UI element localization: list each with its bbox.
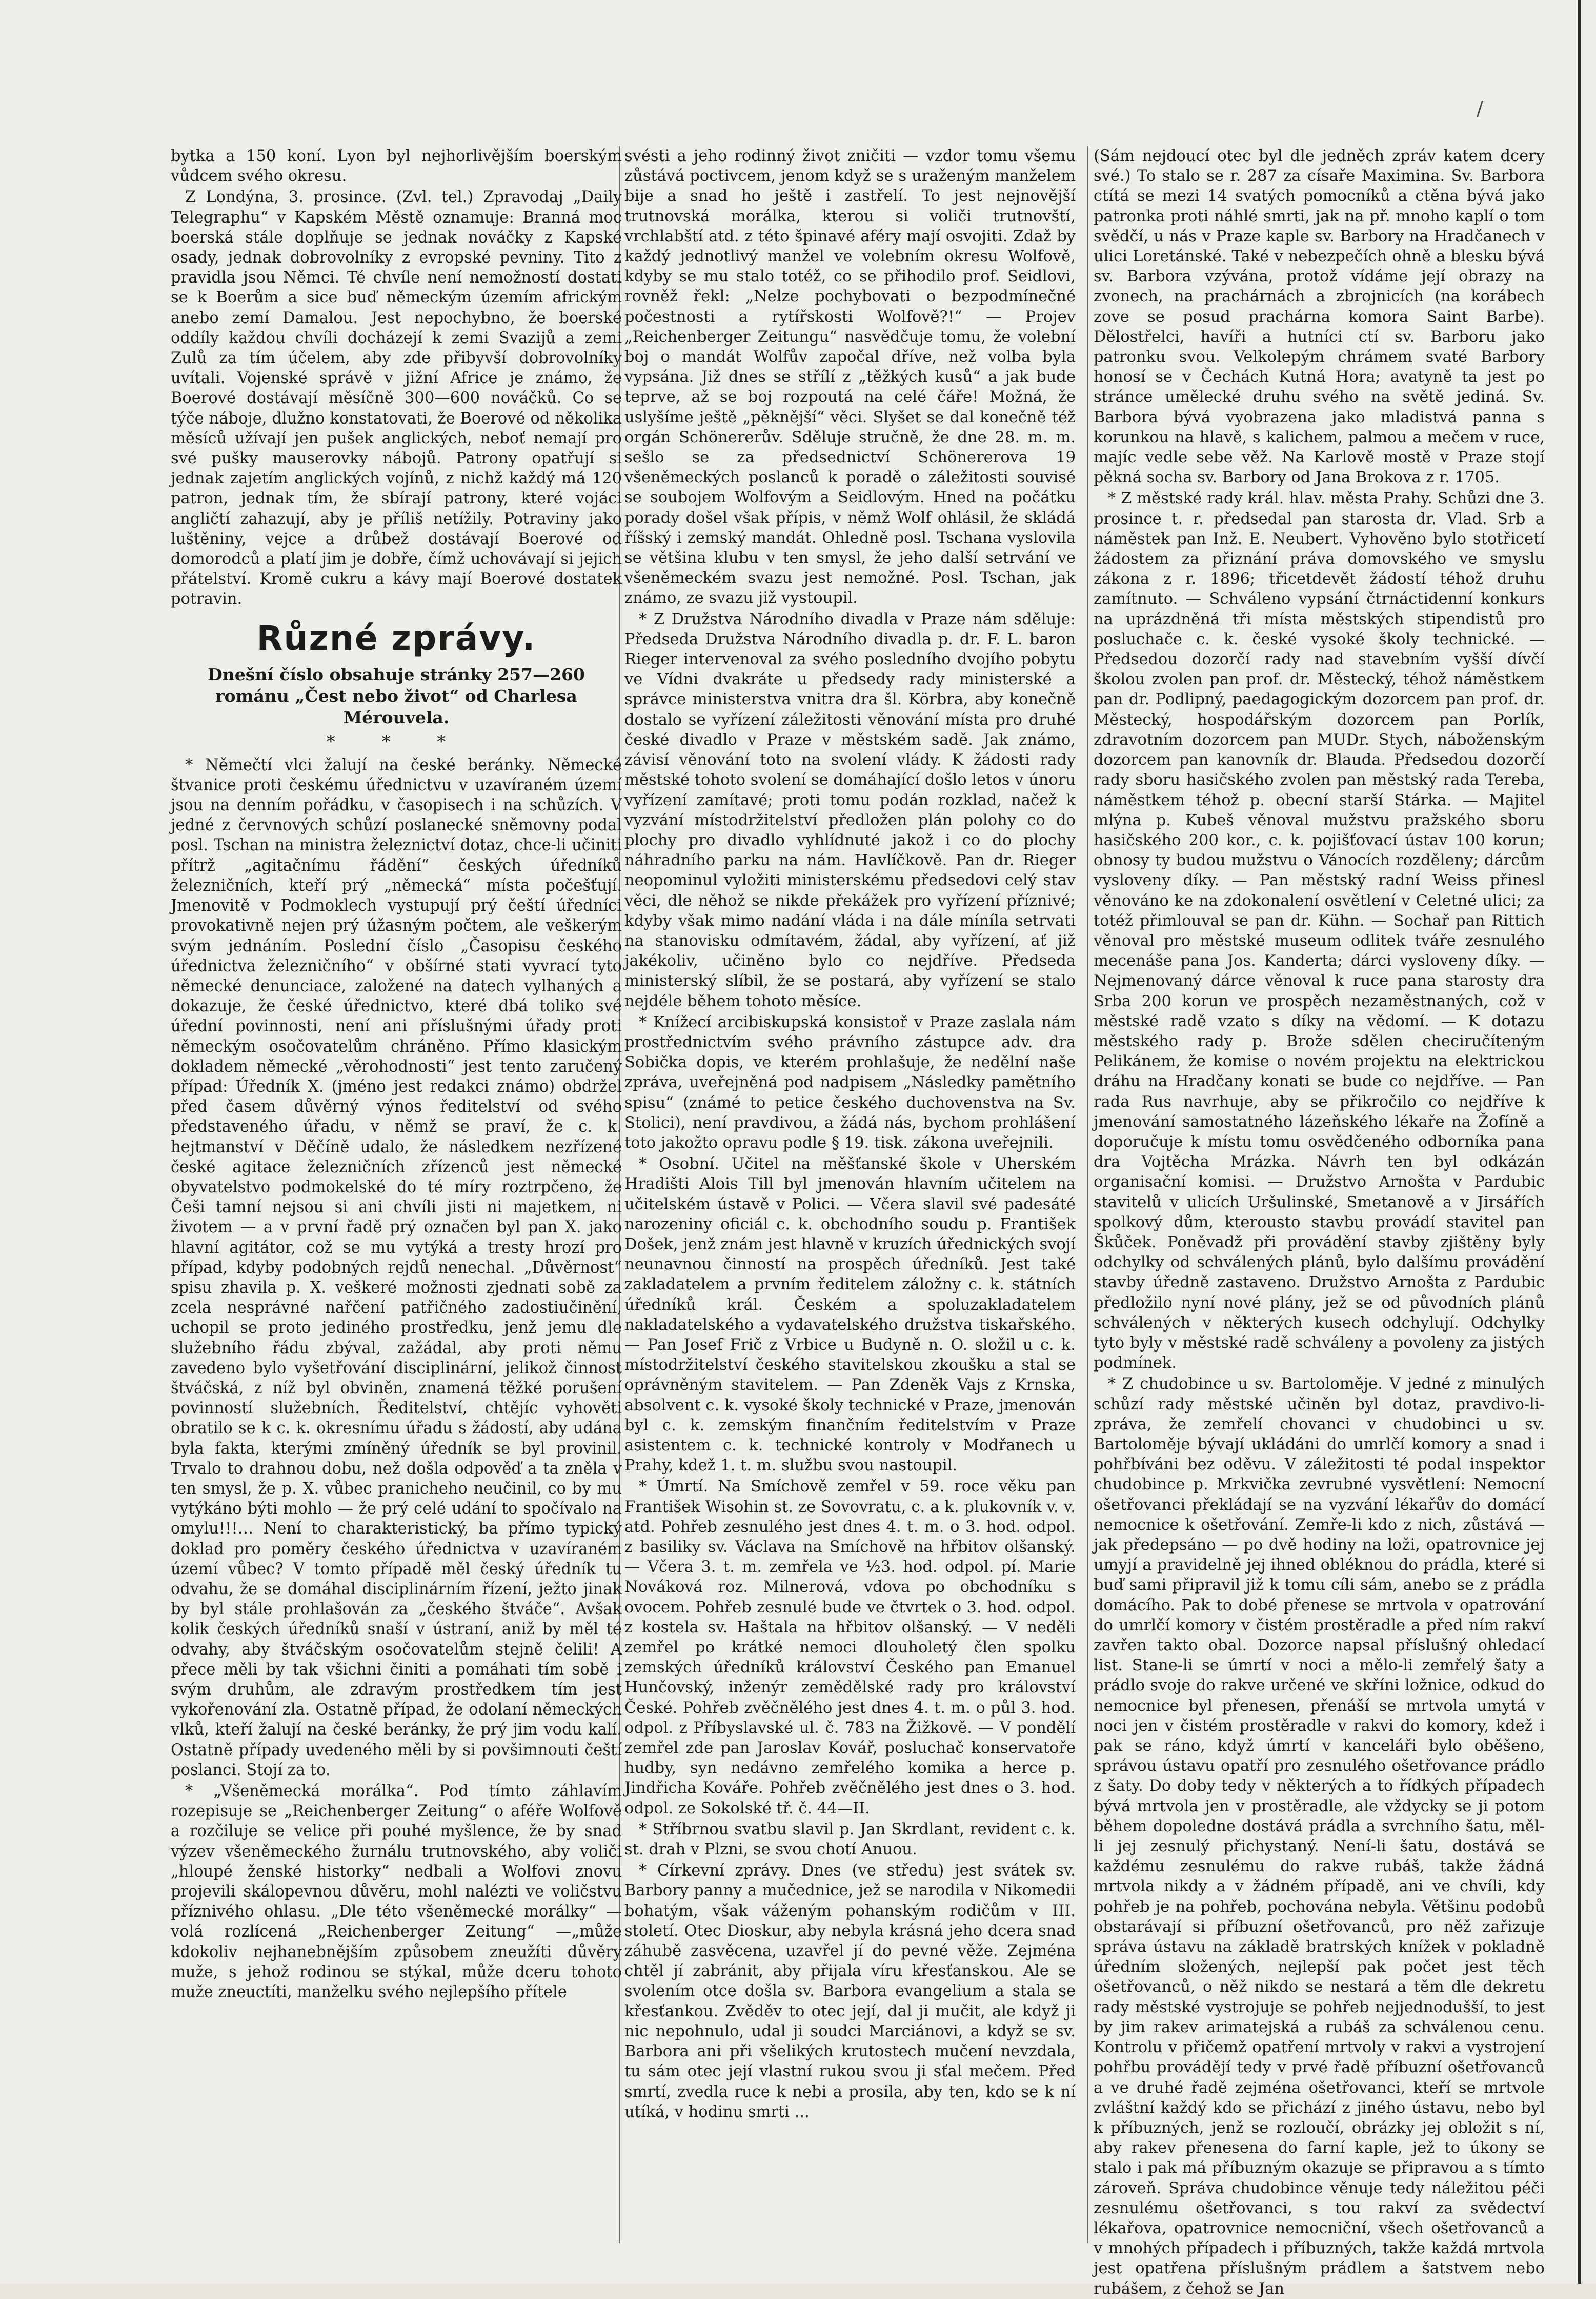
article-paragraph: svésti a jeho rodinný život zničiti — vzdor tomu všemu zůstává poctivcem, jenom když se s uraženým manželem bije a snad ho ještě i zastřelí. To jest nejnovější trutnovská morálka, kterou si voliči trutnovští, vrchlabští atd. z této špinavé aféry mají osvojiti. Zdaž by každý jednotlivý manžel ve volebním okresu Wolfově, kdyby se mu stalo totéž, co se přihodilo prof. Seidlovi, rovněž řekl: „Nelze pochybovati o bezpodmínečné počestnosti a rytířskosti Wolfově?!“ — Projev „Reichenberger Zeitungu“ nasvědčuje tomu, že volební boj o mandát Wolfův započal dříve, než volba byla vypsána. Již dnes se střílí z „těžkých kusů“ a jak bude teprve, až se boj rozpoutá na celé čáře! Možná, že uslyšíme ještě „pěknější“ věci. Slyšet se dal konečně též orgán Schönererův. Sděluje stručně, že dne 28. m. m. sešlo se za předsednictví Schönererova 19 všeněmeckých poslanců k poradě o záležitosti souvisé se soubojem Wolfovým a Seidlovým. Hned na počátku porady došel však přípis, v němž Wolf ohlásil, že skládá říšský i zemský mandát. Ohledně posl. Tschana vyslovila se většina klubu v ten smysl, že jeho další setrvání ve všeněmeckém svazu jest nemožné. Posl. Tschan, jak známo, ze svazu již vystoupil. (624, 147, 1076, 608)
column-1 (171, 146, 622, 2243)
column-3 (1094, 146, 1545, 2298)
article-paragraph: * Knížecí arcibiskupská konsistoř v Praze zaslala nám prostřednictvím svého právního zástupce adv. dra Sobička dopis, ve kterém prohlašuje, že nedělní naše zpráva, uveřejněná pod nadpisem „Následky pamětního spisu“ (známé to petice českého duchovenstva na Sv. Stolici), není pravdivou, a žádá nás, bychom prohlášení toto jakožto opravu podle § 19. tisk. zákona uveřejnili. (624, 1013, 1076, 1152)
article-paragraph: * Stříbrnou svatbu slavil p. Jan Skrdlant, revident c. k. st. drah v Plzni, se svou chotí Anuou. (624, 1820, 1076, 1859)
article-paragraph: * „Všeněmecká morálka“. Pod tímto záhlavím rozepisuje se „Reichenberger Zeitung“ o aféře Wolfově a rozčiluje se velice při pouhé myšlence, že by snad výzev všeněmeckého žurnálu trutnovského, aby voliči „hloupé ženské historky“ nedbali a Wolfovi znovu projevili skálopevnou důvěru, mohl nalézti ve voličstvu příznivého ohlasu. „Dle této všeněmecké morálky“ — volá rozlícená „Reichenberger Zeitung“ —„může kdokoliv nejhanebnějším způsobem zneužíti důvěry muže, s jehož rodinou se stýkal, může dceru tohoto muže zneuctíti, manželku svého nejlepšího přítele (171, 1782, 622, 2002)
article-paragraph: * Osobní. Učitel na měšťanské škole v Uherském Hradišti Alois Till byl jmenován hlavním učitelem na učitelském ústavě v Polici. — Včera slavil své padesáté narozeniny oficiál c. k. obchodního soudu p. František Došek, jenž znám jest hlavně v kruzích úřednických svojí neunavnou činností na prospěch úředníků. Jest také zakladatelem a prvním ředitelem záložny c. k. státních úředníků král. Českém a spoluzakladatelem nakladatelského a vydavatelského družstva tiskařského. — Pan Josef Frič z Vrbice u Budyně n. O. složil u c. k. místodržitelství českého stavitelskou zkoušku a stal se oprávněným stavitelem. — Pan Zdeněk Vajs z Krnska, absolvent c. k. vysoké školy technické v Praze, jmenován byl c. k. zemským finančním ředitelstvím v Praze asistentem c. k. technické kontroly v Modřanech u Prahy, kdež 1. t. m. službu svou nastoupil. (624, 1155, 1076, 1475)
section-heading: Různé zprávy. (256, 618, 536, 658)
article-paragraph: * Z Družstva Národního divadla v Praze nám sděluje: Předseda Družstva Národního divadla p. dr. F. L. baron Rieger intervenoval za svého posledního dvojího pobytu ve Vídni dvakráte u předsedy rady ministerské a správce ministerstva vnitra dra šl. Körbra, aby konečně dostalo se vyřízení záležitosti věnování místa pro druhé české divadlo v Praze v městském sadě. Jak známo, závisí věnování toto na svolení vlády. K žádosti rady městské tohoto svolení se domáhající došlo letos v únoru vyřízení zamítavé; proti tomu podán rozklad, načež k vyzvání místodržitelství předložen plán polohy co do plochy pro divadlo vyhlídnuté jakož i co do plochy náhradního parku na nám. Havlíčkově. Pan dr. Rieger neopominul vyložiti ministerskému předsedovi celý stav věci, dle něhož se nikde překážek pro vyřízení příznivé; kdyby však mimo nadání vláda i na dále míníla setrvati na stanovisku odmítavém, žádal, aby vyřízení, ať již jakékoliv, učiněno bylo co nejdříve. Předseda ministerský slíbil, že se postará, aby vyřízení se stalo nejdéle během tohoto měsíce. (624, 610, 1076, 1011)
margin-ink-mark: / (1477, 97, 1483, 120)
article-paragraph: bytka a 150 koní. Lyon byl nejhorlivějším boerským vůdcem svého okresu. (171, 147, 622, 186)
article-paragraph: * Z chudobince u sv. Bartoloměje. V jedné z minulých schůzí rady městské učiněn byl dotaz, pravdivo-li-zpráva, že zemřelí chovanci v chudobinci u sv. Bartoloměje bývají ukládáni do umrlčí komory a snad i pohřbíváni bez oděvu. V záležitosti té podal inspektor chudobince p. Mrkvička zevrubné vysvětlení: Nemocní ošetřovanci překládají se na vyzvání lékařův do domácí nemocnice k ošetřování. Zemře-li kdo z nich, zůstává — jak předepsáno — po dvě hodiny na loži, opatrovnice jej umyjí a pravidelně jej ihned obléknou do prádla, které si buď sami připravil již k tomu cíli sám, anebo se z prádla domácího. Pak to dobé přenese se mrtvola v opatrování do umrlčí komory v čistém prostěradle a před ním rakví zavřen takto obal. Dozorce napsal příslušný ohledací list. Stane-li se úmrtí v noci a mělo-li zemřelý šaty a prádlo svoje do rakve určené ve skříni ložnice, odkud do nemocnice byl přenesen, přenáší se mrtvola umytá v noci jen v čistém prostěradle v rakvi do komory, kdež i pak se ráno, když úmrtí v kanceláři bylo oběšeno, správou ústavu opatří pro zesnulého ošetřovance prádlo z šaty. Do doby tedy v některých a to řídkých případech bývá mrtvola jen v prostěradle, ale vždycky se ji potom během dopoledne dostává prádla a svrchního šatu, měl-li jej zesnulý přichystaný. Není-li šatu, dostává se každému zesnulému do rakve rubáš, takže žádná mrtvola nikdy a v žádném případě, ani ve chvíli, kdy pohřeb je na pohřeb, pochována nebyla. Většinu podobů obstarávají si příbuzní ošetřovanců, pro něž zařizuje správa ústavu na základě bratrských knížek v pokladně úředním složených, nejlepší pak počet jest těch ošetřovanců, o něž nikdo se nestará a těm dle dekretu rady městské vystrojuje se pohřeb nejjednodušší, to jest by jim rakev arimatejská a rubáš za schválenou cenu. Kontrolu v přičemž opatření mrtvoly v rakvi a vystrojení pohřbu provádějí tedy v prvé řadě příbuzní ošetřovanců a ve druhé řadě zejména ošetřovanci, kteří se mrtvole zvláštní každý kdo se přichází z jiného ústavu, nebo byl k příbuzných, jenž se rozloučí, obrázky jej obložit s ní, aby rakev přenesena do farní kaple, jež to úkony se stalo i pak má příbuzným okazuje se připravou a s tímto zároveň. Správa chudobince věnuje tedy náležitou péči zesnulému ošetřovanci, s tou rakví za svědectví lékařova, opatrovnice nemocniční, všech ošetřovanců a v mnohých případech i příbuzných, takže každá mrtvola jest opatřena příslušným prádlem a šatstvem nebo rubášem, z čehož se Jan (1094, 1375, 1545, 2298)
novel-announcement: Dnešní číslo obsahuje stránky 257—260 románu „Čest nebo život“ od Charlesa Mérouvela. (208, 664, 585, 728)
article-paragraph: * Úmrtí. Na Smíchově zemřel v 59. roce věku pan František Wisohin st. ze Sovovratu, c. a k. plukovník v. v. atd. Pohřeb zesnulého jest dnes 4. t. m. o 3. hod. odpol. z basiliky sv. Václava na Smíchově na hřbitov olšanský. — Včera 3. t. m. zemřela ve ½3. hod. odpol. pí. Marie Nováková roz. Milnerová, vdova po obchodníku s ovocem. Pohřeb zesnulé bude ve čtvrtek o 3. hod. odpol. z kostela sv. Haštala na hřbitov olšanský. — V neděli zemřel po krátké nemoci dlouholetý člen spolku zemských úředníků království Českého pan Emanuel Hunčovský, inženýr zemědělské rady pro království České. Pohřeb zvěčnělého jest dnes 4. t. m. o půl 3. hod. odpol. z Příbyslavské ul. č. 783 na Žižkově. — V pondělí zemřel zde pan Jaroslav Kovář, posluchač konservatoře hudby, syn nedávno zemřelého komika a herce p. Jindřicha Kováře. Pohřeb zvěčnělého jest dnes o 3. hod. odpol. ze Sokolské tř. č. 44—II. (624, 1478, 1076, 1818)
column-divider (1087, 146, 1088, 2243)
article-paragraph: (Sám nejdoucí otec byl dle jedněch zpráv katem dcery své.) To stalo se r. 287 za císaře Maximina. Sv. Barbora ctítá se mezi 14 svatých pomocníků a ctěna bývá jako patronka proti náhlé smrti, jak na př. mnoho kaplí o tom svědčí, u nás v Praze kaple sv. Barbory na Hradčanech v ulici Loretánské. Také v nebezpečích ohně a blesku bývá sv. Barbora vzývána, protož vídáme její obrazy na zvonech, na prachárnách a zbrojnicích (na korábech zove se posud prachárna komora Saint Barbe). Dělostřelci, havíři a hutníci ctí sv. Barboru jako patronku svou. Velkolepým chrámem svaté Barbory honosí se v Čechách Kutná Hora; avatyně ta jest po stránce umělecké druhu svého na světě jediná. Sv. Barbora bývá vyobrazena jako mladistvá panna s korunkou na hlavě, s kalichem, palmou a mečem v ruce, majíc vedle sebe věž. Na Karlově mostě v Praze stojí pěkná socha sv. Barbory od Jana Brokova z r. 1705. (1094, 147, 1545, 487)
article-paragraph: * Němečtí vlci žalují na české beránky. Německé štvanice proti českému úřednictvu v uzavíraném území jsou na denním pořádku, v časopisech i na schůzích. V jedné z červnových schůzí poslanecké sněmovny podal posl. Tschan na ministra železnictví dotaz, chce-li učiniti přítrž „agitačnímu řádění“ českých úředníků železničních, kteří prý „německá“ místa počešťují. Jmenovitě v Podmoklech vystupují prý čeští úředníci provokativně nejen prý úžasným počtem, ale veškerým svým jednáním. Poslední číslo „Časopisu českého úřednictva železničního“ v obšírné stati vyvrací tyto německé denunciace, založené na datech vylhaných a dokazuje, že české úřednictvo, které dbá toliko své úřední povinnosti, není ani příslušnými úřady proti německým osočovatelům chráněno. Přímo klasickým dokladem německé „věrohodnosti“ jest tento zaručený případ: Úředník X. (jméno jest redakci známo) obdržel před časem důvěrný výnos ředitelství od svého představeného úřadu, v němž se praví, že c. k. hejtmanství v Děčíně udalo, že následkem nezřízené české agitace železničních zřízenců jest německé obyvatelstvo podmokelské do té míry roztrpčeno, že Češi tamní nejsou si ani chvíli jisti ni majetkem, ni životem — a v první řadě prý označen byl pan X. jako hlavní agitátor, což se mu vytýká a tresty hrozí pro případ, kdyby podobných rejdů nenechal. „Důvěrnost“ spisu zhavila p. X. veškeré možnosti zjednati sobě za zcela nesprávné nařčení patřičného zadostiučinění, uchopil se proto jediného prostředku, jenž jemu dle služebního řádu zbýval, zažádal, aby proti němu zavedeno bylo vyšetřování disciplinární, jelikož činnost štváčská, z níž byl obviněn, znamená těžké porušení povinností služebních. Ředitelství, chtějíc vyhověti obratilo se k c. k. okresnímu úřadu s žádostí, aby udána byla fakta, kterými zmíněný úředník se byl provinil. Trvalo to drahnou dobu, než došla odpověď a ta zněla v ten smysl, že p. X. vůbec pranicheho neučinil, co by mu vytýkáno býti mohlo — že prý celé udání to spočívalo na omylu!!!… Není to charakteristický, ba přímo typický doklad pro poměry českého úřednictva v uzavíraném území vůbec? V tomto případě měl český úředník tu odvahu, že se domáhal disciplinárním řízení, ježto jinak by byl stále prohlašován za „českého štváče“. Avšak kolik českých úředníků snaší v ústraní, aniž by měl té odvahy, aby štváčským osočovatelům stejně čelili! A přece měli by tak všichni činiti a pomáhati tím sobě i svým druhům, ale zdravým prostředkem tím jest vykořenování zla. Ostatně případ, že odolaní německých vlků, kteří žalují na české beránky, že prý jim vodu kalí. Ostatně případy uvedeného měli by si povšimnouti čeští poslanci. Stojí za to. (171, 756, 622, 1779)
binding-edge (1578, 0, 1581, 2284)
separator-stars: * * * (326, 731, 467, 752)
article-paragraph: * Církevní zprávy. Dnes (ve středu) jest svátek sv. Barbory panny a mučednice, jež se narodila v Nikomedii bohatým, však váženým pohanským rodičům v III. století. Otec Dioskur, aby nebyla krásná jeho dcera snad záhubě zasvěcena, uzavřel jí do pevné věže. Zejména chtěl jí zabránit, aby přijala víru křesťanskou. Ale se svolením otce došla sv. Barbora evangelium a stala se křesťankou. Zvěděv to otec její, dal ji mučit, ale když ji nic nepohnulo, udal ji soudci Marciánovi, a když se sv. Barbora ani při všelikých krutostech mučení nevzdala, tu sám otec její vlastní rukou svou ji sťal mečem. Před smrtí, zvedla ruce k nebi a prosila, aby ten, kdo se k ní utíká, v hodinu smrti ... (624, 1862, 1076, 2121)
article-paragraph: Z Londýna, 3. prosince. (Zvl. tel.) Zpravodaj „Daily Telegraphu“ v Kapském Městě oznamuje: Branná moc boerská stále doplňuje se jednak nováčky z Kapské osady, jednak dobrovolníky z evropské pevniny. Tito z pravidla jsou Němci. Té chvíle není nemožností dostati se k Boerům a sice buď německým územím africkým anebo zemí Damalou. Jest nepochybno, že boerské oddíly každou chvíli docházejí k zemi Svazijů a zemi Zulů za tím účelem, aby zde přibyvší dobrovolníky uvítali. Vojenské správě v jižní Africe je známo, že Boerové dostávají měsíčně 300—600 nováčků. Co se týče náboje, dlužno konstatovati, že Boerové od několika měsíců užívají jen pušek anglických, neboť nemají pro své pušky mauserovky nábojů. Patrony opatřují si jednak zajetím anglických vojínů, z nichž každý má 120 patron, jednak tím, že sbírají patrony, které vojáci angličtí zahazují, aby je příliš netížily. Potraviny jako luštěniny, vejce a drůbež dostávají Boerové od domorodců a platí jim je dobře, čímž uchovávají si jejich přátelství. Kromě cukru a kávy mají Boerové dostatek potravin. (171, 188, 622, 609)
column-2 (624, 146, 1076, 2243)
article-paragraph: * Z městské rady král. hlav. města Prahy. Schůzi dne 3. prosince t. r. předsedal pan starosta dr. Vlad. Srb a náměstek pan Inž. E. Neubert. Vyhověno bylo stotřicetí žádostem za přiznání práva domovského ve smyslu zákona z r. 1896; třicetdevět žádostí téhož druhu zamítnuto. — Schváleno vypsání čtrnáctidenní konkurs na uprázdněná tři místa městských stipendistů pro posluchače c. k. české vysoké školy technické. — Předsedou dozorčí rady nad stavebním vyšší dívčí školou zvolen pan prof. dr. Městecký, téhož náměstkem pan dr. Podlipný, paedagogickým dozorcem pan prof. dr. Městecký, hospodářským dozorcem pan Porlík, zdravotním dozorcem pan MUDr. Stych, náboženským dozorcem pan kanovník dr. Blauda. Předsedou dozorčí rady sboru hasičského zvolen pan městský rada Tereba, náměstkem téhož p. obecní starší Stárka. — Majitel mlýna p. Kubeš věnoval mužstvu pražského sboru hasičského 200 kor., c. k. pojišťovací ústav 100 korun; obnosy ty budou mužstvu o Vánocích rozděleny; dárcům vysloveny díky. — Pan městský radní Weiss přinesl věnováno ke na zdokonalení osvětlení v Celetné ulici; za totéž přimlouval se pan dr. Kühn. — Sochař pan Rittich věnoval pro městské museum odlitek tváře zesnulého mecenáše pana Jos. Kanderta; dárci vysloveny díky. — Nejmenovaný dárce věnoval k ruce pana starosty dra Srba 200 korun ve prospěch nezaměstnaných, což v městské radě vzato s díky na vědomí. — K dotazu městského rady p. Brože sdělen checiručíteným Pelikánem, že komise o novém projektu na elektrickou dráhu na Hradčany konati se bude co nejdříve. — Pan rada Rus navrhuje, aby se přikročilo co nejdříve k jmenování samostatného lázeňského lékaře na Žofíně a doporučuje k místu tomu osvědčeného odborníka pana dra Vojtěcha Mrázka. Návrh ten byl odkázán organisační komisi. — Družstvo Arnošta v Pardubic stavitelů v ulicích Uršulinské, Smetanově a v Jirsářích spolkový dům, kterousto stavbu provádí stavitel pan Škůček. Poněvadž při provádění stavby zjištěny byly odchylky od schválených plánů, bylo dalšímu provádění stavby úředně zastaveno. Družstvo Arnošta z Pardubic předložilo nyní nové plány, jež se od původních plánů schválených v některých kusech odchylují. Odchylky tyto byly v městské radě schváleny a povoleny za jistých podmínek. (1094, 490, 1545, 1373)
